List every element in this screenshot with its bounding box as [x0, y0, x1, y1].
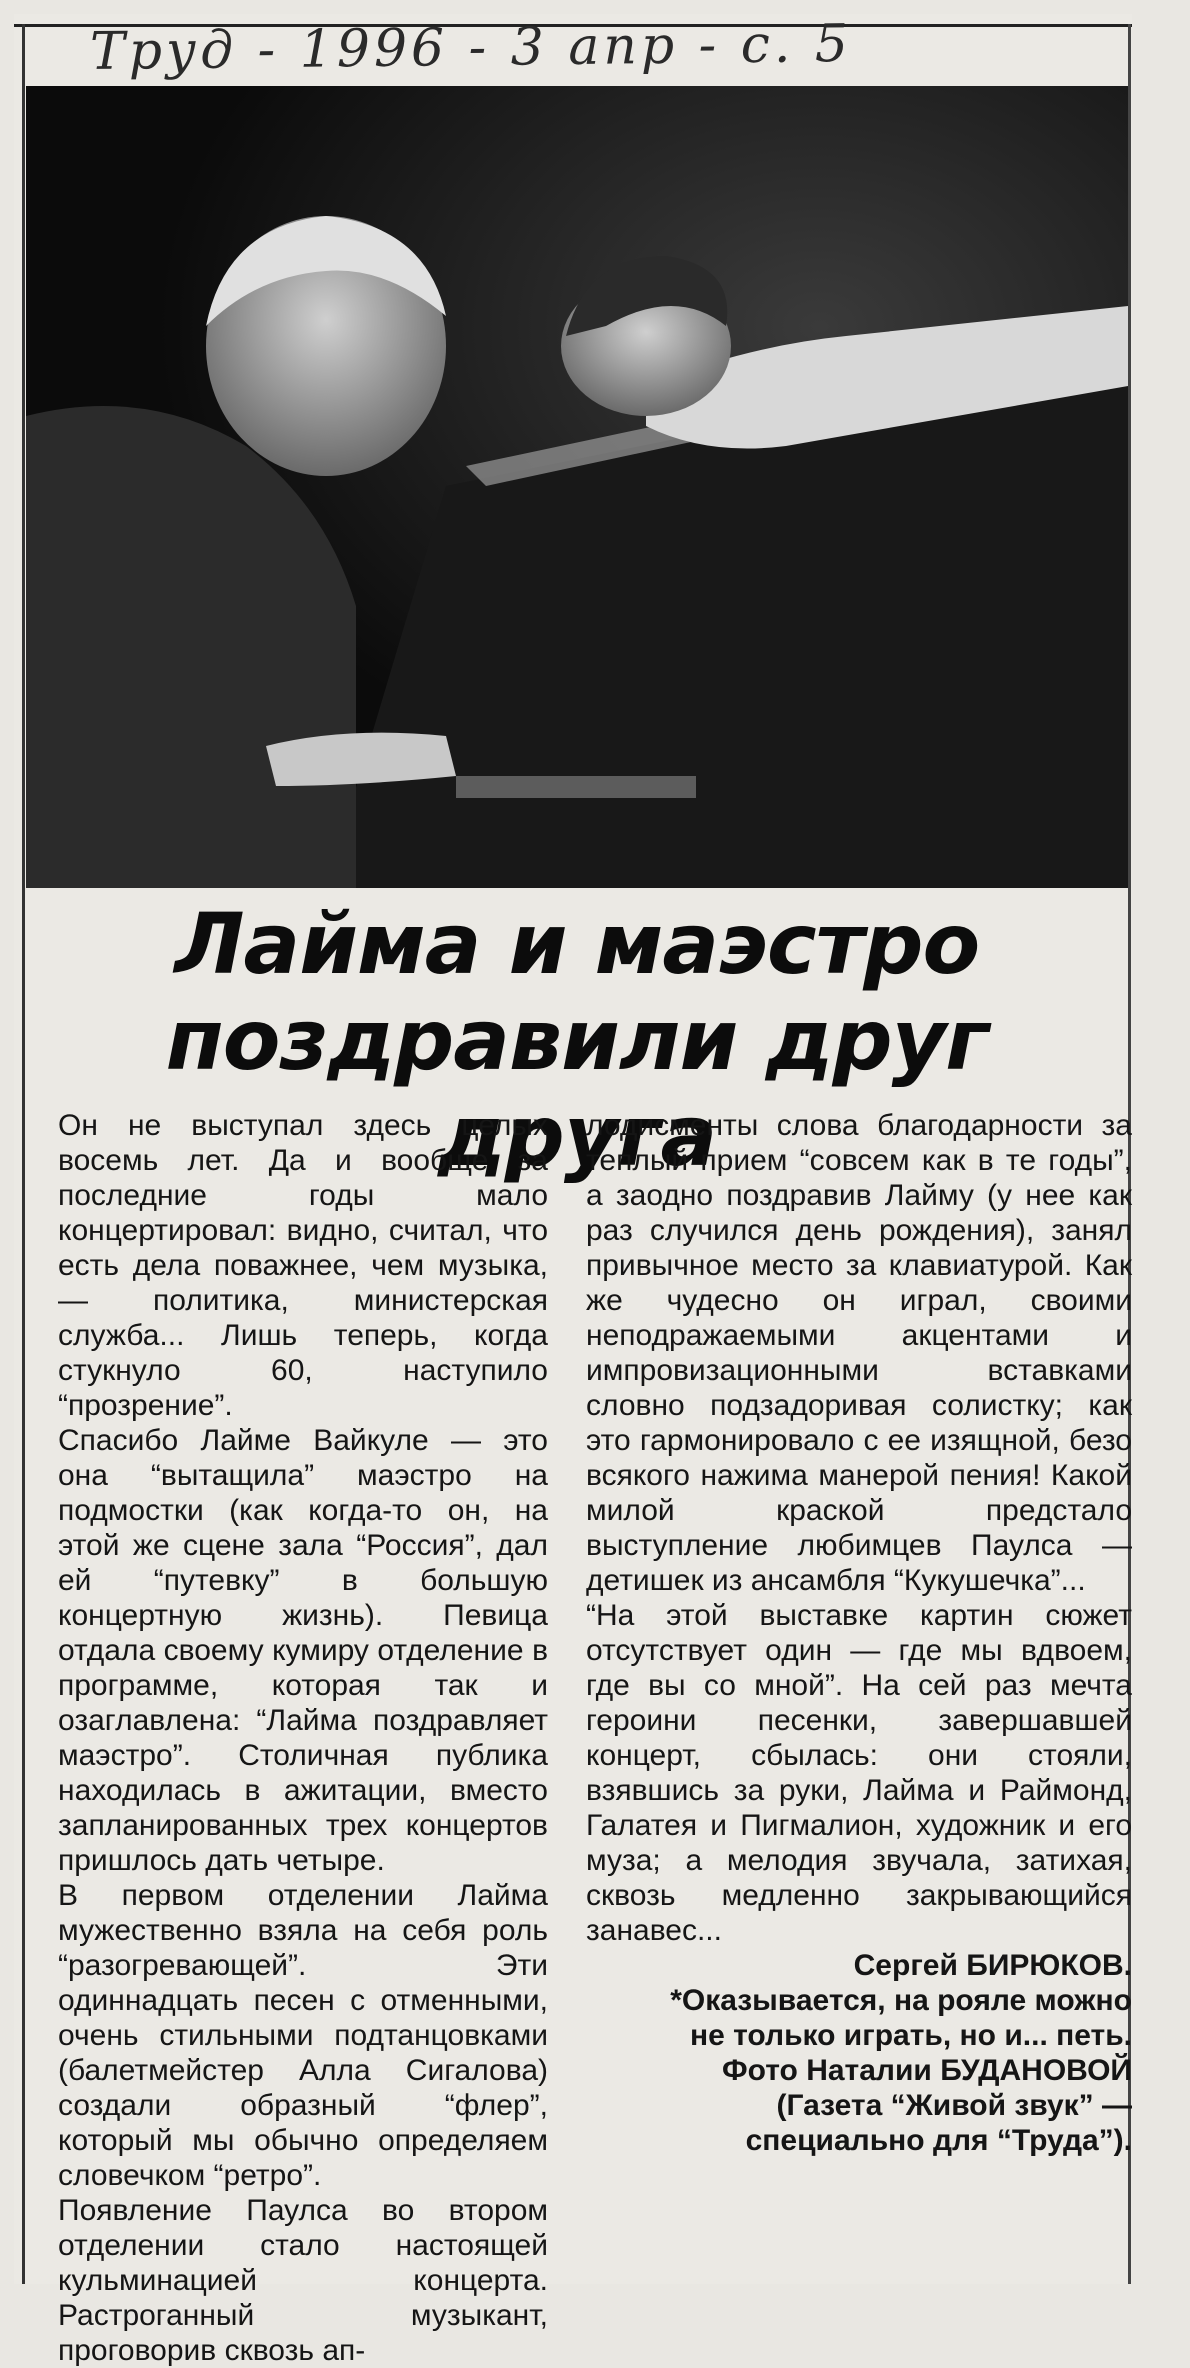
- photo-caption: [586, 1983, 1132, 2158]
- caption-line: специально для “Труда”).: [745, 2124, 1132, 2157]
- concert-photo: [26, 86, 1128, 888]
- caption-line: *Оказывается, на рояле можно: [670, 1984, 1132, 2017]
- photo-illustration: [26, 86, 1128, 888]
- article-column-left: [58, 1108, 548, 2368]
- author-signature: Сергей БИРЮКОВ.: [853, 1949, 1132, 1982]
- paragraph: В первом отделении Лайма мужественно взяла на себя роль “разогревающей”. Эти одиннадцать песен с отменными, очень стильными подтанцовками (балетмейстер Алла Сигалова) создали образный “флер”, который мы обычно определяем словечком “ретро”.: [58, 1879, 548, 2192]
- paragraph: лодисменты слова благодарности за теплый прием “совсем как в те годы”, а заодно поздравив Лайму (у нее как раз случился день рождения), занял привычное место за клавиатурой. Как же чудесно он играл, своими неподражаемыми акцентами и импровизационными вставками словно подзадоривая солистку; как это гармонировало с ее изящной, безо всякого нажима манерой пения! Какой милой краской предстало выступление любимцев Паулса — детишек из ансамбля “Кукушечка”...: [586, 1109, 1132, 1597]
- paragraph: Он не выступал здесь целых восемь лет. Да и вообще за последние годы мало концертировал: видно, считал, что есть дела поважнее, чем музыка, — политика, министерская служба... Лишь теперь, когда стукнуло 60, наступило “прозрение”.: [58, 1109, 548, 1422]
- caption-line: (Газета “Живой звук” —: [776, 2089, 1132, 2122]
- caption-line: не только играть, но и... петь.: [690, 2019, 1132, 2052]
- caption-line: Фото Наталии БУДАНОВОЙ: [722, 2054, 1132, 2087]
- headline-line-1: Лайма и маэстро: [174, 895, 980, 993]
- left-rule: [22, 24, 25, 2284]
- paragraph: “На этой выставке картин сюжет отсутствует один — где мы вдвоем, где вы со мной”. На сей раз мечта героини песенки, завершавшей концерт, сбылась: они стояли, взявшись за руки, Лайма и Раймонд, Галатея и Пигмалион, художник и его муза; а мелодия звучала, затихая, сквозь медленно закрывающийся занавес...: [586, 1599, 1132, 1947]
- paragraph: Спасибо Лайме Вайкуле — это она “вытащила” маэстро на подмостки (как когда-то он, на этой же сцене зала “Россия”, дал ей “путевку” в большую концертную жизнь). Певица отдала своему кумиру отделение в программе, которая так и озаглавлена: “Лайма поздравляет маэстро”. Столичная публика находилась в ажитации, вместо запланированных трех концертов пришлось дать четыре.: [58, 1424, 548, 1877]
- article-column-right: [586, 1108, 1132, 2158]
- headline-line-2: поздравили друг друга: [165, 991, 989, 1185]
- handwritten-source-note: Труд - 1996 - 3 апр - с. 5: [89, 14, 853, 82]
- paragraph: Появление Паулса во втором отделении стало настоящей кульминацией концерта. Растроганный музыкант, проговорив сквозь ап-: [58, 2194, 548, 2367]
